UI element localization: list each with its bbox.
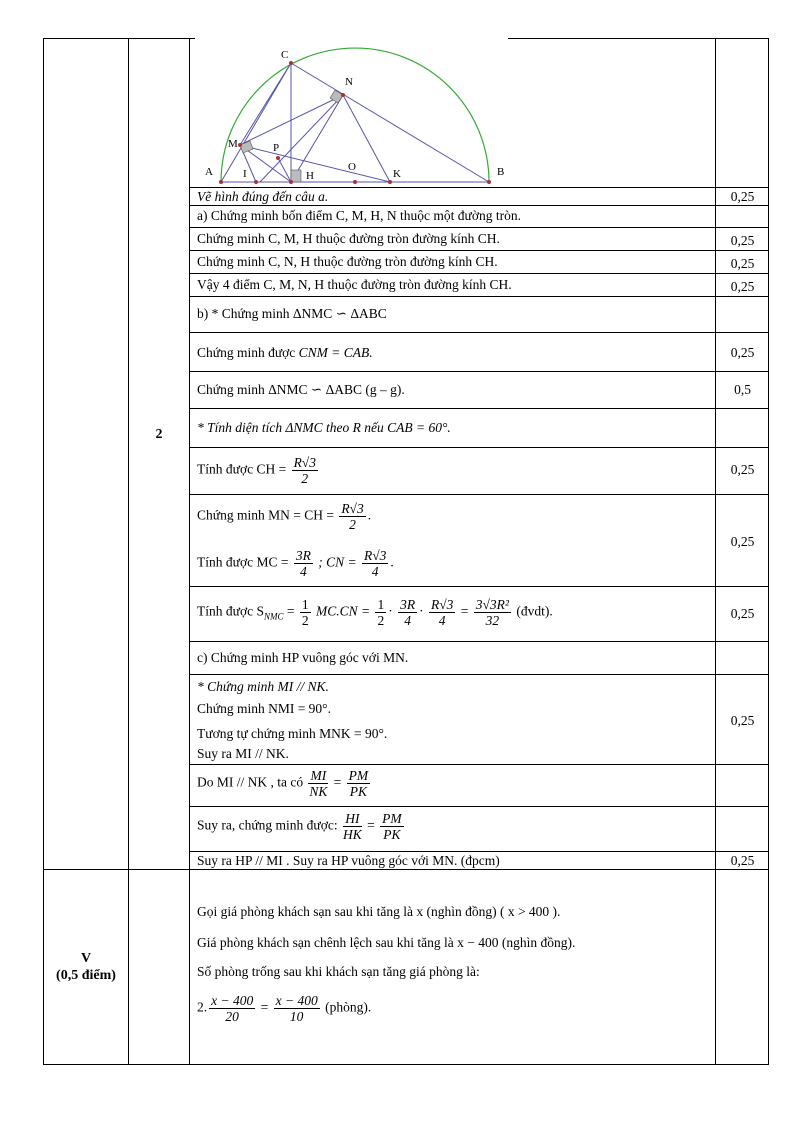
row-line [189,332,769,333]
table-divider-2 [189,38,190,1065]
row-a-2-points: 0,25 [730,256,755,271]
denominator: 4 [404,613,411,628]
numerator: PM [348,768,369,783]
row-c-3: Tương tự chứng minh MNK = 90°. [197,726,388,741]
row-line [189,296,769,297]
row-figure-text: Vẽ hình đúng đến câu a. [197,189,329,204]
fraction [398,597,417,628]
label-c: C [281,49,289,61]
row-b-area-heading [197,420,451,436]
row-line [189,586,769,587]
numerator: R√3 [341,501,364,516]
row-b-area-sub: NMC [263,611,284,622]
section-v-label [44,950,128,984]
numerator: PM [382,811,402,826]
row-b-ch-points: 0,25 [730,462,755,477]
label-p: P [273,142,280,154]
row-b-mn-points: 0,25 [730,534,755,549]
denominator: HK [343,827,362,842]
row-line [189,408,769,409]
row-line [189,641,769,642]
row-b-mn: Chứng minh MN = CH = $\frac{R√3}{2}$ . [197,501,372,532]
row-line [189,273,769,274]
row-figure-points: 0,25 [730,189,755,204]
v-line-4-pre: 2. [197,999,208,1015]
row-b-1-points: 0,25 [730,345,755,360]
fraction [209,993,255,1024]
denominator: 2 [301,471,309,486]
label-h: H [306,170,314,182]
row-c-4: Suy ra MI // NK. [197,746,289,761]
fraction [375,597,386,628]
denominator: PK [383,827,401,842]
fraction [343,811,362,842]
row-a-1: Chứng minh C, M, H thuộc đường tròn đường kính CH. [197,231,500,246]
row-b-area-label: * Tính diện tích ΔNMC theo R nếu [197,420,384,435]
denominator: 20 [225,1009,239,1024]
fraction [300,597,311,628]
row-line [189,494,769,495]
table-border-left [43,38,44,1065]
row-c-heading: c) Chứng minh HP vuông góc với MN. [197,650,409,665]
label-k: K [393,168,401,180]
denominator: 4 [371,564,379,579]
row-b-cn-label: ; CN = [318,554,357,570]
row-b-area-mid: MC.CN = [315,603,371,619]
table-border-bottom [43,1064,769,1065]
row-b-ch-label: Tính được CH = [197,461,287,477]
table-border-top-left [43,38,195,39]
row-a-2: Chứng minh C, N, H thuộc đường tròn đường kính CH. [197,254,498,269]
v-line-2: Giá phòng khách sạn chênh lệch sau khi tăng là x − 400 (nghìn đồng). [197,935,576,950]
numerator: 1 [377,597,385,612]
label-b: B [497,166,505,178]
v-line-3: Số phòng trống sau khi khách sạn tăng giá phòng là: [197,964,480,979]
section-v-title: V [80,951,92,966]
v-line-4-unit: (phòng). [325,999,372,1015]
table-divider-1 [128,38,129,1065]
row-b-1-equation: CNM = CAB. [298,345,373,360]
row-a-heading: a) Chứng minh bốn điểm C, M, H, N thuộc một đường tròn. [197,208,522,223]
geometry-figure [196,38,506,188]
fraction [362,548,388,579]
row-b-area-condition: CAB = 60°. [387,420,451,435]
row-a-3-points: 0,25 [730,279,755,294]
row-b-ch [197,455,320,486]
row-b-heading: b) * Chứng minh ΔNMC ∽ ΔABC [197,306,387,321]
denominator: PK [349,784,367,799]
numerator: 3√3R² [475,597,509,612]
denominator: NK [309,784,328,799]
label-i: I [243,168,247,180]
fraction [292,455,318,486]
row-b-mc: Tính được MC = $\frac{3R}{4}$ ; CN = $\frac{R√3}{4}$ . [197,548,394,579]
denominator: 2 [377,613,385,628]
sub-question-number: 2 [155,427,163,442]
row-b-2: Chứng minh ΔNMC ∽ ΔABC (g – g). [197,382,405,397]
numerator: R√3 [430,597,454,612]
row-c-6: Suy ra, chứng minh được: $\frac{HI}{HK}$ = $\frac{PM}{PK}$ [197,811,402,842]
denominator: 32 [485,613,500,628]
row-c-5: Do MI // NK , ta có $\frac{MI}{NK}$ = $\frac{PM}{PK}$ [197,768,369,799]
fraction [294,548,313,579]
label-m: M [228,138,238,150]
section-v-score: (0,5 điểm) [56,968,116,983]
row-b-1 [197,345,373,361]
row-line [189,447,769,448]
fraction [474,597,511,628]
row-c-2: Chứng minh NMI = 90°. [197,701,331,716]
label-a: A [205,166,213,178]
denominator: 4 [438,613,446,628]
row-c-6-label: Suy ra, chứng minh được: [197,817,338,833]
denominator: 2 [301,613,309,628]
numerator: R√3 [293,455,316,470]
fraction [347,768,371,799]
fraction [308,768,328,799]
row-b-2-points: 0,5 [734,382,751,397]
fraction [274,993,320,1024]
row-a-3: Vậy 4 điểm C, M, N, H thuộc đường tròn đường kính CH. [197,277,512,292]
row-line [189,674,769,675]
row-line [189,851,769,852]
table-border-top-right [508,38,769,39]
row-line [189,227,769,228]
row-b-area-unit: (đvdt). [516,603,553,619]
fraction [380,811,404,842]
row-a-1-points: 0,25 [730,233,755,248]
row-c-1-points: 0,25 [730,713,755,728]
row-b-mc-label: Tính được MC = [197,554,289,570]
row-b-area: Tính được $S_{NMC}$ = $\frac{1}{2}$ MC.CN = $\frac{1}{2}$ · $\frac{3R}{4}$ · $\frac{R√3}{4}$ = $\frac{\text{3√3R²}}{32}$ (đvdt). [197,597,553,628]
row-b-mn-label: Chứng minh MN = CH = [197,507,334,523]
row-line [189,764,769,765]
row-c-7-points: 0,25 [730,853,755,868]
label-n: N [345,76,353,88]
row-line [189,205,769,206]
row-c-1: * Chứng minh MI // NK. [197,679,329,694]
numerator: MI [310,768,327,783]
numerator: 3R [400,597,416,612]
v-line-4: 2. $\frac{x - 400}{20}$ = $\frac{x - 400}{10}$ (phòng). [197,993,372,1024]
row-line [189,371,769,372]
denominator: 10 [289,1009,304,1024]
row-b-area-s: Tính được S [197,603,264,619]
section-separator [43,869,769,870]
row-c-5-label: Do MI // NK , ta có [197,774,304,790]
numerator: x − 400 [211,993,254,1008]
numerator: R√3 [363,548,387,563]
row-c-7: Suy ra HP // MI . Suy ra HP vuông góc với MN. (đpcm) [197,853,500,868]
row-b-1-label: Chứng minh được [197,345,296,360]
row-b-area-points: 0,25 [730,606,755,621]
numerator: 1 [301,597,309,612]
label-o: O [348,161,356,173]
fraction [429,597,455,628]
fraction [339,501,365,532]
numerator: x − 400 [275,993,318,1008]
denominator: 4 [299,564,307,579]
numerator: HI [343,811,362,827]
denominator: 2 [349,517,356,532]
row-line [189,806,769,807]
numerator: 3R [295,548,311,563]
v-line-1: Gọi giá phòng khách sạn sau khi tăng là x (nghìn đồng) ( x > 400 ). [197,904,561,919]
row-line [189,250,769,251]
